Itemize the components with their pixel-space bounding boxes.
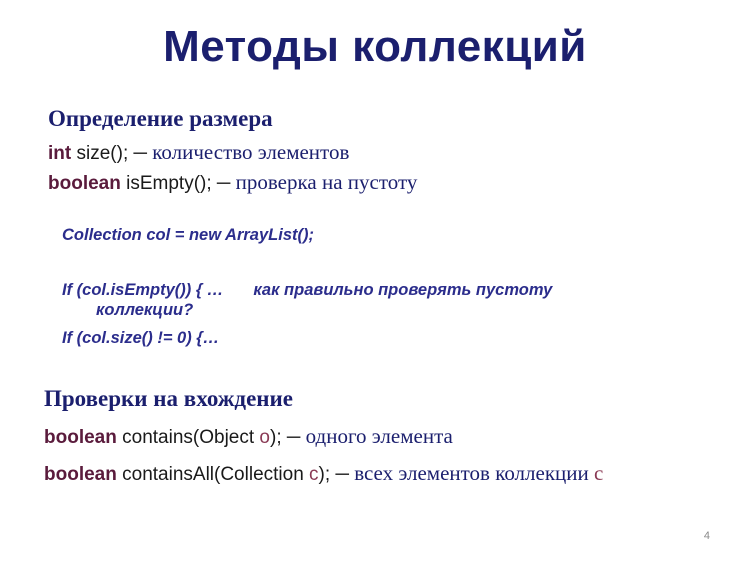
page-number: 4 — [703, 530, 710, 542]
example-comment-continued: коллекции? — [96, 301, 194, 319]
param-name: o — [259, 427, 270, 448]
dash: ─ — [286, 427, 301, 448]
example-code: If (col.isEmpty()) { … — [62, 281, 224, 299]
dash: ─ — [216, 173, 231, 194]
param-name: c — [309, 464, 319, 485]
method-signature: size(); — [76, 143, 129, 164]
example-comment: как правильно проверять пустоту — [253, 281, 553, 299]
method-line-size — [48, 140, 349, 165]
dash: ─ — [335, 464, 349, 485]
method-type: int — [48, 143, 72, 164]
method-line-contains — [44, 424, 453, 449]
method-description: количество элементов — [152, 140, 350, 164]
method-description: проверка на пустоту — [235, 170, 418, 194]
section-heading-size: Определение размера — [48, 106, 273, 131]
dash: ─ — [133, 143, 147, 164]
method-signature: containsAll(Collection c); — [122, 464, 331, 485]
method-description: одного элемента — [305, 424, 453, 448]
method-signature: isEmpty(); — [126, 173, 212, 194]
method-line-containsall — [44, 461, 603, 486]
slide-title: Методы коллекций — [163, 22, 587, 71]
example-if-size: If (col.size() != 0) {… — [62, 329, 220, 347]
example-declaration: Collection col = new ArrayList(); — [62, 226, 314, 244]
section-heading-contains: Проверки на вхождение — [44, 386, 293, 411]
method-description: всех элементов коллекции c — [354, 461, 604, 485]
method-line-isempty — [48, 170, 417, 195]
example-if-empty — [62, 281, 552, 300]
method-type: boolean — [44, 464, 117, 485]
method-type: boolean — [48, 173, 121, 194]
method-signature: contains(Object o); — [122, 427, 282, 448]
method-type: boolean — [44, 427, 117, 448]
param-name: c — [594, 461, 604, 485]
